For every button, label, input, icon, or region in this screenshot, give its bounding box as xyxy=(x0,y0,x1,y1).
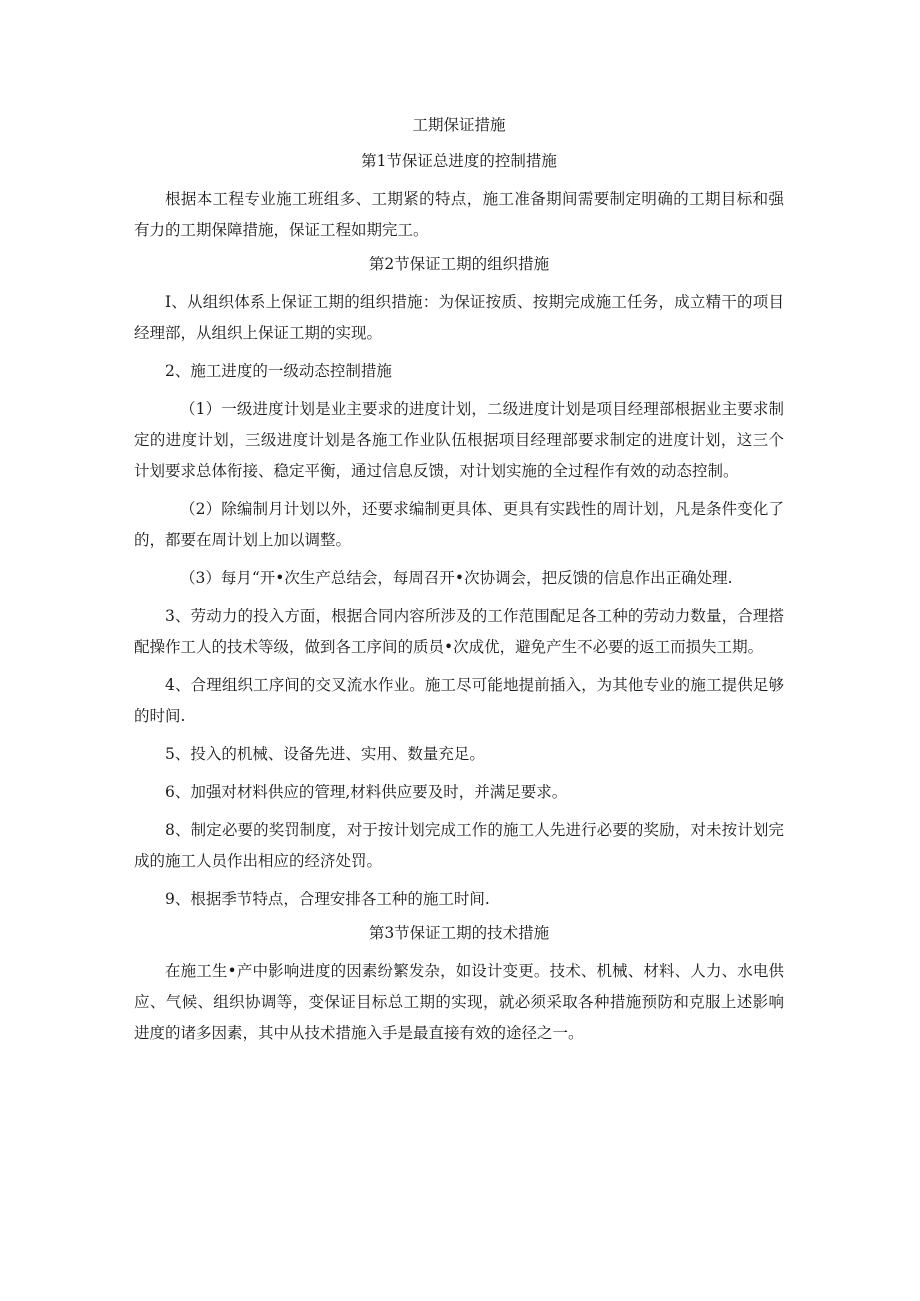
paragraph: 2、施工进度的一级动态控制措施 xyxy=(165,362,392,380)
paragraph: 8、制定必要的奖罚制度，对于按计划完成工作的施工人先进行必要的奖励，对未按计划完成的施工人员作出相应的经济处罚。 xyxy=(134,821,784,870)
paragraph: 在施工生•产中影响进度的因素纷繁发杂，如设计变更。技术、机械、材料、人力、水电供应、气候、组织协调等，变保证目标总工期的实现，就必须采取各种措施预防和克服上述影响进度的诸多因素，其中从技术措施入手是最直接有效的途径之一。 xyxy=(134,962,784,1042)
paragraph: 9、根据季节特点，合理安排各工种的施工时间. xyxy=(165,890,490,908)
paragraph: 4、合理组织工序间的交叉流水作业。施工尽可能地提前插入，为其他专业的施工提供足够的时间. xyxy=(134,676,784,725)
section-3 xyxy=(134,922,784,1049)
section-heading: 第1节保证总进度的控制措施 xyxy=(361,152,557,170)
document-body xyxy=(134,114,784,1056)
document-title: 工期保证措施 xyxy=(412,116,506,134)
paragraph: I、从组织体系上保证工期的组织措施：为保证按质、按期完成施工任务，成立精干的项目经理部，从组织上保证工期的实现。 xyxy=(134,293,784,342)
paragraph: （1）一级进度计划是业主要求的进度计划，二级进度计划是项目经理部根据业主要求制定的进度计划，三级进度计划是各施工作业队伍根据项目经理部要求制定的进度计划，这三个计划要求总体衔接、稳定平衡，通过信息反馈，对计划实施的全过程作有效的动态控制。 xyxy=(134,400,784,480)
section-1 xyxy=(134,150,784,246)
paragraph: （3）每月“开•次生产总结会，每周召开•次协调会，把反馈的信息作出正确处理. xyxy=(180,569,733,587)
paragraph: 5、投入的机械、设备先进、实用、数量充足。 xyxy=(165,745,485,763)
section-2 xyxy=(134,253,784,915)
paragraph: 根据本工程专业施工班组多、工期紧的特点，施工准备期间需要制定明确的工期目标和强有力的工期保障措施，保证工程如期完工。 xyxy=(134,190,784,239)
paragraph: 6、加强对材料供应的管理,材料供应要及时，并满足要求。 xyxy=(165,783,568,801)
section-heading: 第2节保证工期的组织措施 xyxy=(368,255,550,273)
section-heading: 第3节保证工期的技术措施 xyxy=(368,924,550,942)
paragraph: 3、劳动力的投入方面，根据合同内容所涉及的工作范围配足各工种的劳动力数量，合理搭配操作工人的技术等级，做到各工序间的质员•次成优，避免产生不必要的返工而损失工期。 xyxy=(134,607,784,656)
paragraph: （2）除编制月计划以外，还要求编制更具体、更具有实践性的周计划，凡是条件变化了的，都要在周计划上加以调整。 xyxy=(134,500,784,549)
